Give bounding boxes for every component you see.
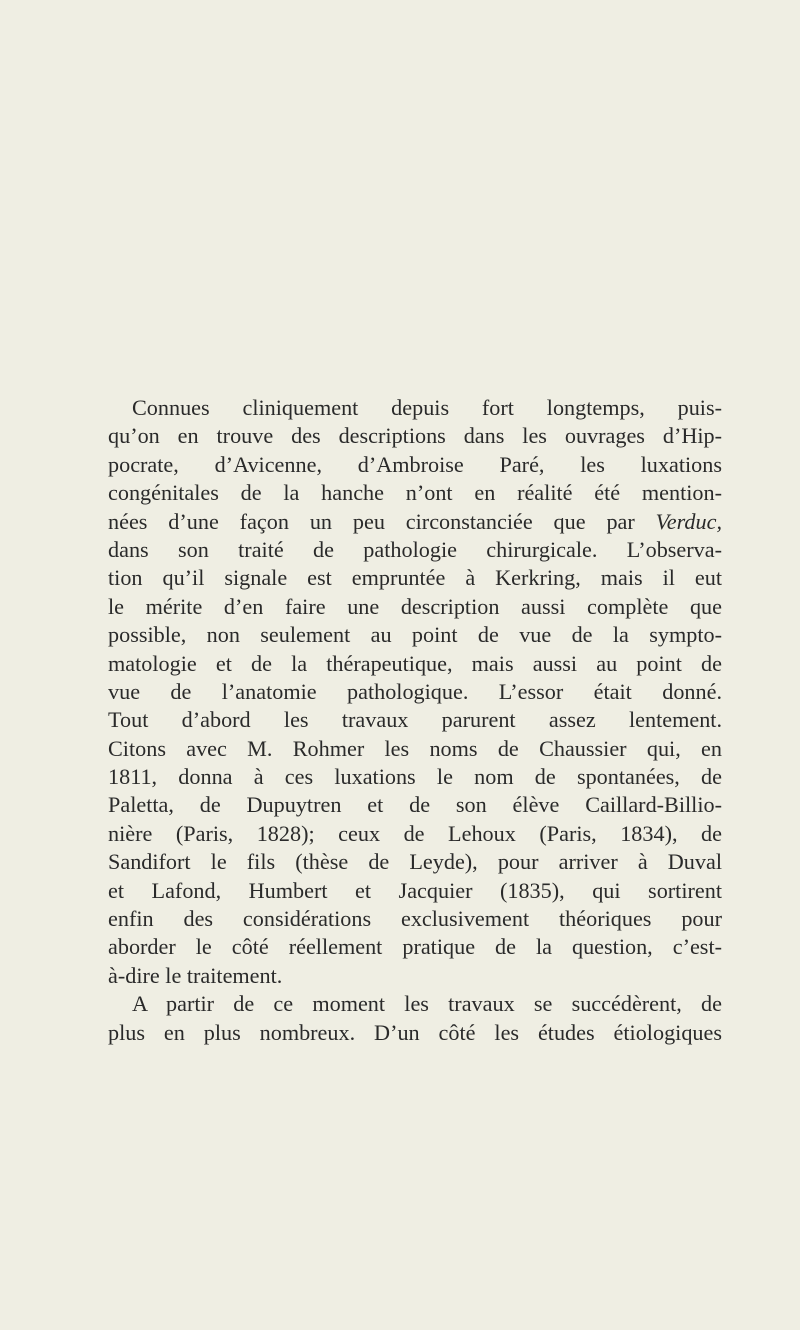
text-line <box>108 508 722 536</box>
text-line: le mérite d’en faire une description aussi complète que <box>108 593 722 619</box>
text-line: pocrate, d’Avicenne, d’Ambroise Paré, les luxations <box>108 451 722 477</box>
text-line: A partir de ce moment les travaux se succédèrent, de <box>132 991 722 1017</box>
text-line: tion qu’il signale est empruntée à Kerkring, mais il eut <box>108 565 722 591</box>
author-name-italic: Verduc, <box>655 508 722 534</box>
text-line: plus en plus nombreux. D’un côté les études étiologiques <box>108 1019 722 1045</box>
text-line: Sandifort le fils (thèse de Leyde), pour arriver à Duval <box>108 849 722 875</box>
text-line: dans son traité de pathologie chirurgicale. L’observa- <box>108 536 722 562</box>
text-line: enfin des considérations exclusivement théoriques pour <box>108 906 722 932</box>
text-line: et Lafond, Humbert et Jacquier (1835), qui sortirent <box>108 877 722 903</box>
text-line: Paletta, de Dupuytren et de son élève Caillard-Billio- <box>108 792 722 818</box>
text-line: à-dire le traitement. <box>108 962 283 988</box>
text-line: vue de l’anatomie pathologique. L’essor était donné. <box>108 678 722 704</box>
text-line: aborder le côté réellement pratique de la question, c’est- <box>108 934 722 960</box>
text-line: Citons avec M. Rohmer les noms de Chaussier qui, en <box>108 735 722 761</box>
text-line: Tout d’abord les travaux parurent assez lentement. <box>108 707 722 733</box>
text-line: matologie et de la thérapeutique, mais aussi au point de <box>108 650 722 676</box>
text-line: Connues cliniquement depuis fort longtemps, puis- <box>132 395 722 420</box>
text-line: congénitales de la hanche n’ont en réalité été mention- <box>108 480 722 506</box>
text-line: possible, non seulement au point de vue de la sympto- <box>108 622 722 648</box>
text-run: nées d’une façon un peu circonstanciée que par <box>108 508 656 534</box>
text-line: 1811, donna à ces luxations le nom de spontanées, de <box>108 764 722 790</box>
body-text <box>108 394 722 1047</box>
text-line: nière (Paris, 1828); ceux de Lehoux (Paris, 1834), de <box>108 820 722 846</box>
text-line: qu’on en trouve des descriptions dans les ouvrages d’Hip- <box>108 423 722 449</box>
